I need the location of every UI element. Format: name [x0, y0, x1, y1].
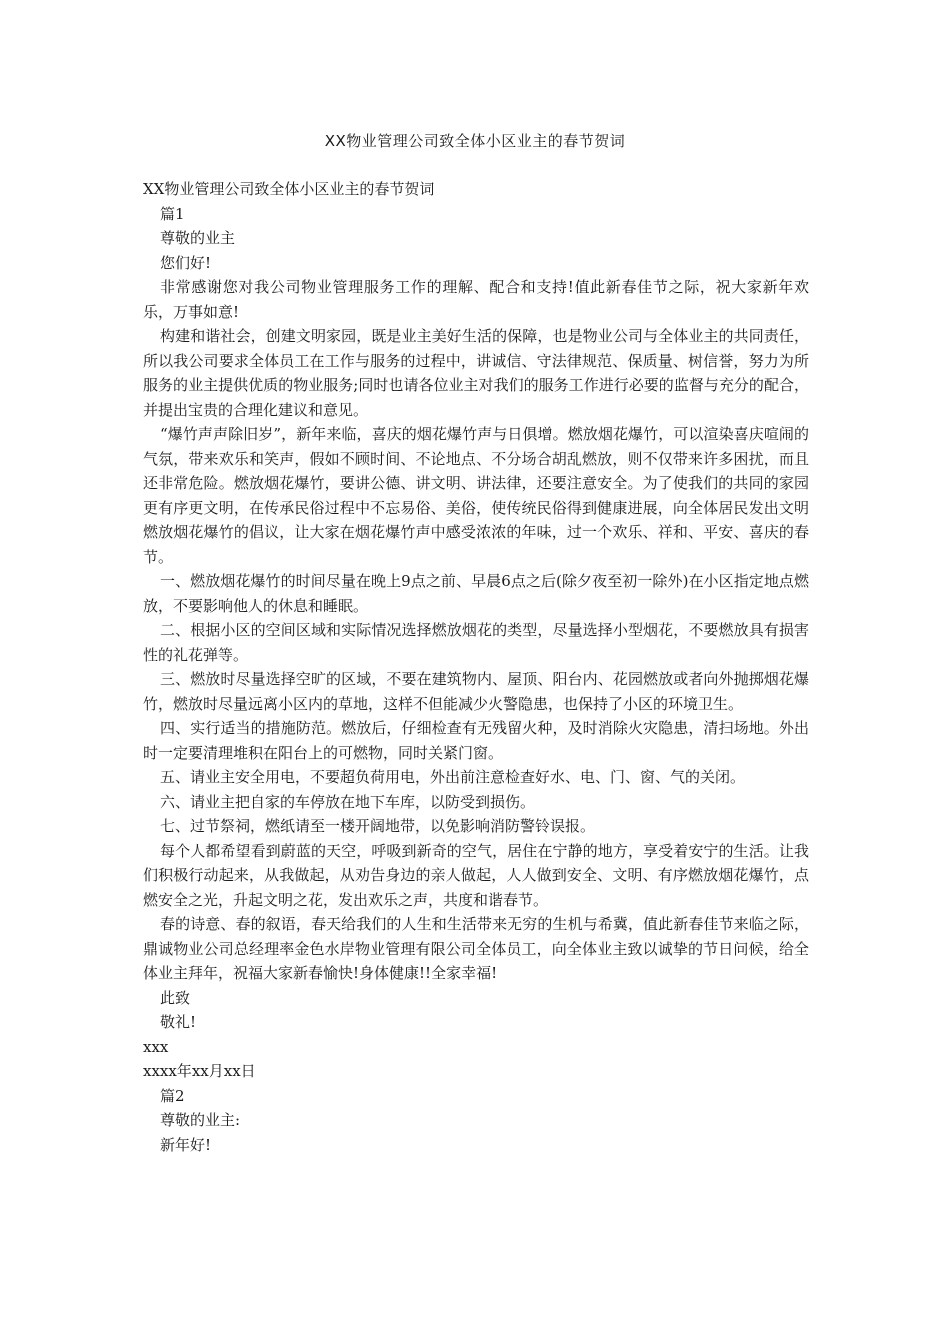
paragraph: 新年好!: [160, 1135, 212, 1154]
paragraph: 尊敬的业主: [160, 229, 236, 247]
paragraph: 七、过节祭祠，燃纸请至一楼开阔地带，以免影响消防警铃误报。: [160, 817, 596, 835]
paragraph: xxx: [143, 1037, 169, 1056]
paragraph: 您们好!: [160, 253, 212, 272]
paragraph: XX物业管理公司致全体小区业主的春节贺词: [143, 180, 435, 198]
paragraph: 非常感谢您对我公司物业管理服务工作的理解、配合和支持!值此新春佳节之际，祝大家新年欢乐，万事如意!: [143, 278, 809, 321]
paragraph: 三、燃放时尽量选择空旷的区域，不要在建筑物内、屋顶、阳台内、花园燃放或者向外抛掷烟花爆竹，燃放时尽量远离小区内的草地，这样不但能减少火警隐患，也保持了小区的环境卫生。: [143, 670, 809, 713]
paragraph: 二、根据小区的空间区域和实际情况选择燃放烟花的类型，尽量选择小型烟花，不要燃放具有损害性的礼花弹等。: [143, 621, 809, 664]
paragraph: 敬礼!: [160, 1013, 197, 1031]
paragraph: 构建和谐社会，创建文明家园，既是业主美好生活的保障，也是物业公司与全体业主的共同责任，所以我公司要求全体员工在工作与服务的过程中，讲诚信、守法律规范、保质量、树信誉，努力为所服务的业主提供优质的物业服务;同时也请各位业主对我们的服务工作进行必要的监督与充分的配合，并提出宝贵的合理化建议和意见。: [143, 327, 809, 419]
paragraph: 六、请业主把自家的车停放在地下车库，以防受到损伤。: [160, 792, 536, 811]
paragraph: 每个人都希望看到蔚蓝的天空，呼吸到新奇的空气，居住在宁静的地方，享受着安宁的生活。让我们积极行动起来，从我做起，从劝告身边的亲人做起，人人做到安全、文明、有序燃放烟花爆竹，点燃安全之光，升起文明之花，发出欢乐之声，共度和谐春节。: [143, 841, 809, 909]
paragraph: xxxx年xx月xx日: [143, 1062, 256, 1080]
paragraph: 篇1: [160, 204, 185, 223]
paragraph: 尊敬的业主:: [160, 1111, 241, 1129]
paragraph: 此致: [160, 988, 191, 1007]
paragraph: 篇2: [160, 1086, 185, 1105]
paragraph: 五、请业主安全用电，不要超负荷用电，外出前注意检查好水、电、门、窗、气的关闭。: [160, 768, 746, 786]
paragraph: “爆竹声声除旧岁”，新年来临，喜庆的烟花爆竹声与日俱增。燃放烟花爆竹，可以渲染喜庆喧闹的气氛，带来欢乐和笑声，假如不顾时间、不论地点、不分场合胡乱燃放，则不仅带来许多困扰，而且还非常危险。燃放烟花爆竹，要讲公德、讲文明、讲法律，还要注意安全。为了使我们的共同的家园更有序更文明，在传承民俗过程中不忘易俗、美俗，使传统民俗得到健康进展，向全体居民发出文明燃放烟花爆竹的倡议，让大家在烟花爆竹声中感受浓浓的年味，过一个欢乐、祥和、平安、喜庆的春节。: [143, 425, 809, 566]
paragraph: 春的诗意、春的叙语，春天给我们的人生和生活带来无穷的生机与希冀，值此新春佳节来临之际，鼎诚物业公司总经理率金色水岸物业管理有限公司全体员工，向全体业主致以诚挚的节日问候，给全体业主拜年，祝福大家新春愉快!身体健康!!全家幸福!: [143, 915, 809, 982]
document-body: [143, 177, 809, 1157]
paragraph: 一、燃放烟花爆竹的时间尽量在晚上9点之前、早晨6点之后(除夕夜至初一除外)在小区指定地点燃放，不要影响他人的休息和睡眠。: [143, 572, 809, 615]
document-title: XX物业管理公司致全体小区业主的春节贺词: [324, 132, 626, 150]
paragraph: 四、实行适当的措施防范。燃放后，仔细检查有无残留火种，及时消除火灾隐患，清扫场地。外出时一定要清理堆积在阳台上的可燃物，同时关紧门窗。: [143, 719, 809, 762]
